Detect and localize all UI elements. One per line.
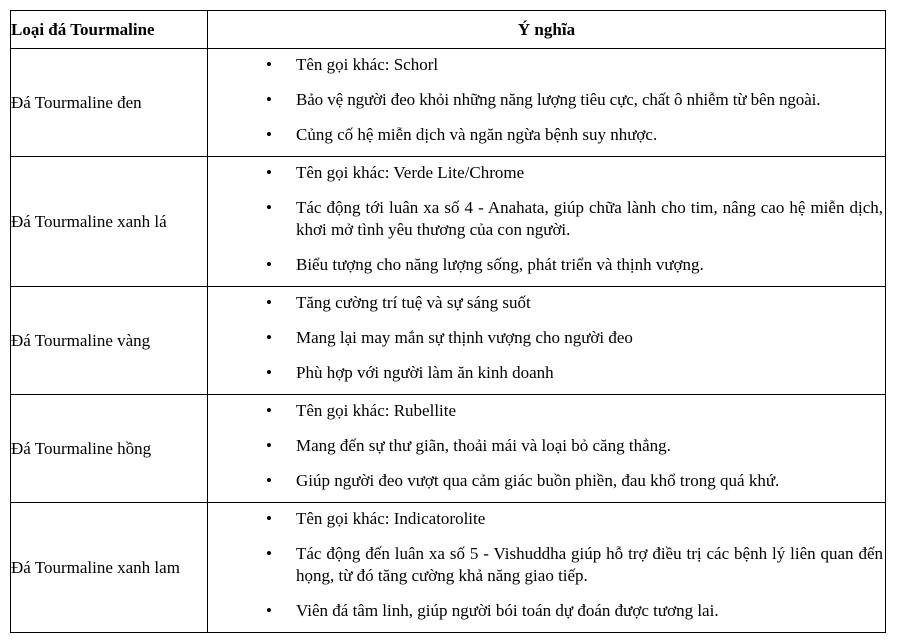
meaning-cell [208, 395, 886, 503]
list-item: • Mang lại may mắn sự thịnh vượng cho người đeo [208, 327, 885, 349]
list-item: • Viên đá tâm linh, giúp người bói toán dự đoán được tương lai. [208, 600, 885, 622]
header-row [11, 11, 886, 49]
list-item: • Tác động tới luân xa số 4 - Anahata, giúp chữa lành cho tim, nâng cao hệ miễn dịch, khơi mở tình yêu thương của con người. [208, 197, 885, 241]
table-row [11, 49, 886, 157]
meaning-cell [208, 287, 886, 395]
stone-name: Đá Tourmaline vàng [11, 287, 208, 395]
meaning-cell [208, 157, 886, 287]
table-row [11, 157, 886, 287]
stone-name: Đá Tourmaline xanh lam [11, 503, 208, 633]
list-item: • Tên gọi khác: Rubellite [208, 400, 885, 422]
table-row [11, 395, 886, 503]
list-item: • Tên gọi khác: Schorl [208, 54, 885, 76]
list-item: • Tăng cường trí tuệ và sự sáng suốt [208, 292, 885, 314]
meaning-list [208, 400, 885, 492]
header-meaning: Ý nghĩa [208, 11, 886, 49]
stone-name: Đá Tourmaline hồng [11, 395, 208, 503]
list-item: • Mang đến sự thư giãn, thoải mái và loại bỏ căng thẳng. [208, 435, 885, 457]
meaning-list [208, 54, 885, 146]
meaning-list [208, 508, 885, 622]
meaning-list [208, 162, 885, 276]
list-item: • Củng cố hệ miễn dịch và ngăn ngừa bệnh suy nhược. [208, 124, 885, 146]
list-item: • Tên gọi khác: Verde Lite/Chrome [208, 162, 885, 184]
meaning-cell [208, 49, 886, 157]
list-item: • Bảo vệ người đeo khỏi những năng lượng tiêu cực, chất ô nhiễm từ bên ngoài. [208, 89, 885, 111]
list-item: • Tên gọi khác: Indicatorolite [208, 508, 885, 530]
list-item: • Phù hợp với người làm ăn kinh doanh [208, 362, 885, 384]
stone-name: Đá Tourmaline đen [11, 49, 208, 157]
meaning-cell [208, 503, 886, 633]
table-row [11, 503, 886, 633]
meaning-list [208, 292, 885, 384]
list-item: • Tác động đến luân xa số 5 - Vishuddha giúp hỗ trợ điều trị các bệnh lý liên quan đến họng, từ đó tăng cường khả năng giao tiếp. [208, 543, 885, 587]
tourmaline-table [10, 10, 886, 633]
stone-name: Đá Tourmaline xanh lá [11, 157, 208, 287]
list-item: • Biểu tượng cho năng lượng sống, phát triển và thịnh vượng. [208, 254, 885, 276]
list-item: • Giúp người đeo vượt qua cảm giác buồn phiền, đau khổ trong quá khứ. [208, 470, 885, 492]
table-row [11, 287, 886, 395]
header-type: Loại đá Tourmaline [11, 11, 208, 49]
